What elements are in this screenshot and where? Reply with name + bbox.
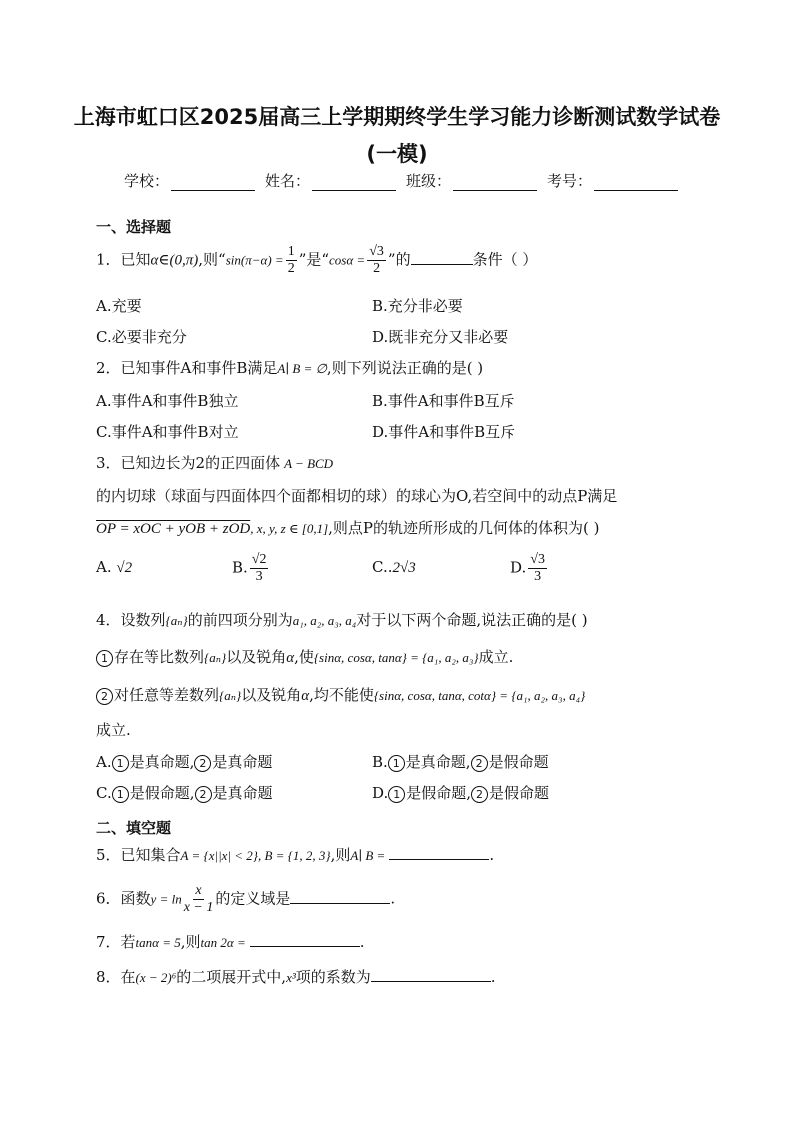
fraction: $\frac{1}{2}$ [287, 244, 295, 276]
circled-number: 1 [96, 650, 113, 667]
question-4: 4．设数列{aₙ}的前四项分别为a₁, a₂, a₃, a₄对于以下两个命题,说法正确的是( ) [96, 611, 588, 629]
question-1: 1．已知α∈(0,π),则“sin(π−α) = $\frac{1}{2}$ ”是“cosα = $\frac{√3}{2}$ ”的 条件（ ） [96, 244, 538, 276]
question-3: 3．已知边长为2的正四面体 A − BCD [96, 454, 334, 472]
name-field[interactable]: 姓名： [265, 170, 396, 191]
section-heading-fill: 二、填空题 [96, 819, 172, 837]
q1-option-d[interactable]: D.既非充分又非必要 [372, 328, 509, 346]
q2-option-c[interactable]: C.事件A和事件B对立 [96, 423, 239, 441]
q3-option-c[interactable]: C..2√3 [372, 558, 416, 576]
fraction: $\frac{x}{x - 1}$ [183, 883, 214, 915]
class-field[interactable]: 班级： [406, 170, 537, 191]
answer-blank[interactable] [411, 250, 473, 265]
q4-option-d[interactable]: D. 1 是假命题, 2 是假命题 [372, 784, 550, 802]
exam-number-field[interactable]: 考号： [547, 170, 678, 191]
q4-option-a[interactable]: A. 1 是真命题, 2 是真命题 [96, 753, 273, 771]
question-7: 7．若tanα = 5,则tan 2α = . [96, 933, 365, 951]
page-subtitle: (一模) [366, 142, 428, 166]
q2-option-b[interactable]: B.事件A和事件B互斥 [372, 392, 515, 410]
fraction: $\frac{√3}{2}$ [369, 244, 384, 276]
question-3-line-2: 的内切球（球面与四面体四个面都相切的球）的球心为O,若空间中的动点P满足 [96, 487, 618, 505]
q3-option-a[interactable]: A. √2 [96, 558, 133, 576]
answer-blank[interactable] [250, 932, 360, 947]
answer-blank[interactable] [290, 889, 390, 904]
q2-option-a[interactable]: A.事件A和事件B独立 [96, 392, 239, 410]
question-4-proposition-2: 2 对任意等差数列{aₙ}以及锐角α,均不能使{sinα, cosα, tanα, cotα} = {a₁, a₂, a₃, a₄} [96, 684, 585, 705]
question-3-line-3: OP = xOC + yOB + zOD, x, y, z ∈ [0,1],则点P的轨迹所形成的几何体的体积为( ) [96, 519, 600, 537]
school-field[interactable]: 学校： [124, 170, 255, 191]
q3-option-d[interactable]: D. $\frac{√3}{3}$ [510, 552, 545, 584]
answer-blank[interactable] [389, 845, 489, 860]
question-4-proposition-2-end: 成立. [96, 721, 131, 739]
q2-option-d[interactable]: D.事件A和事件B互斥 [372, 423, 516, 441]
section-heading-choice: 一、选择题 [96, 218, 172, 236]
question-6: 6．函数y = ln $\frac{x}{x - 1}$ 的定义域是 . [96, 883, 396, 915]
question-4-proposition-1: 1 存在等比数列{aₙ}以及锐角α,使{sinα, cosα, tanα} = {a₁, a₂, a₃}成立. [96, 646, 513, 667]
q3-option-b[interactable]: B. $\frac{√2}{3}$ [232, 552, 267, 584]
q1-option-b[interactable]: B.充分非必要 [372, 297, 463, 315]
circled-number: 2 [96, 688, 113, 705]
answer-blank[interactable] [371, 967, 491, 982]
question-5: 5．已知集合A = {x||x| < 2}, B = {1, 2, 3},则A∣ B = . [96, 846, 495, 864]
question-2: 2．已知事件A和事件B满足A∣ B = ∅,则下列说法正确的是( ) [96, 359, 484, 377]
q1-option-c[interactable]: C.必要非充分 [96, 328, 187, 346]
q1-option-a[interactable]: A.充要 [96, 297, 142, 315]
q4-option-c[interactable]: C. 1 是假命题, 2 是真命题 [96, 784, 273, 802]
page-title: 上海市虹口区2025届高三上学期期终学生学习能力诊断测试数学试卷 [73, 105, 721, 129]
q4-option-b[interactable]: B. 1 是真命题, 2 是假命题 [372, 753, 549, 771]
question-8: 8．在(x − 2)⁶的二项展开式中,x³项的系数为 . [96, 968, 496, 986]
student-info-fields [124, 170, 688, 191]
